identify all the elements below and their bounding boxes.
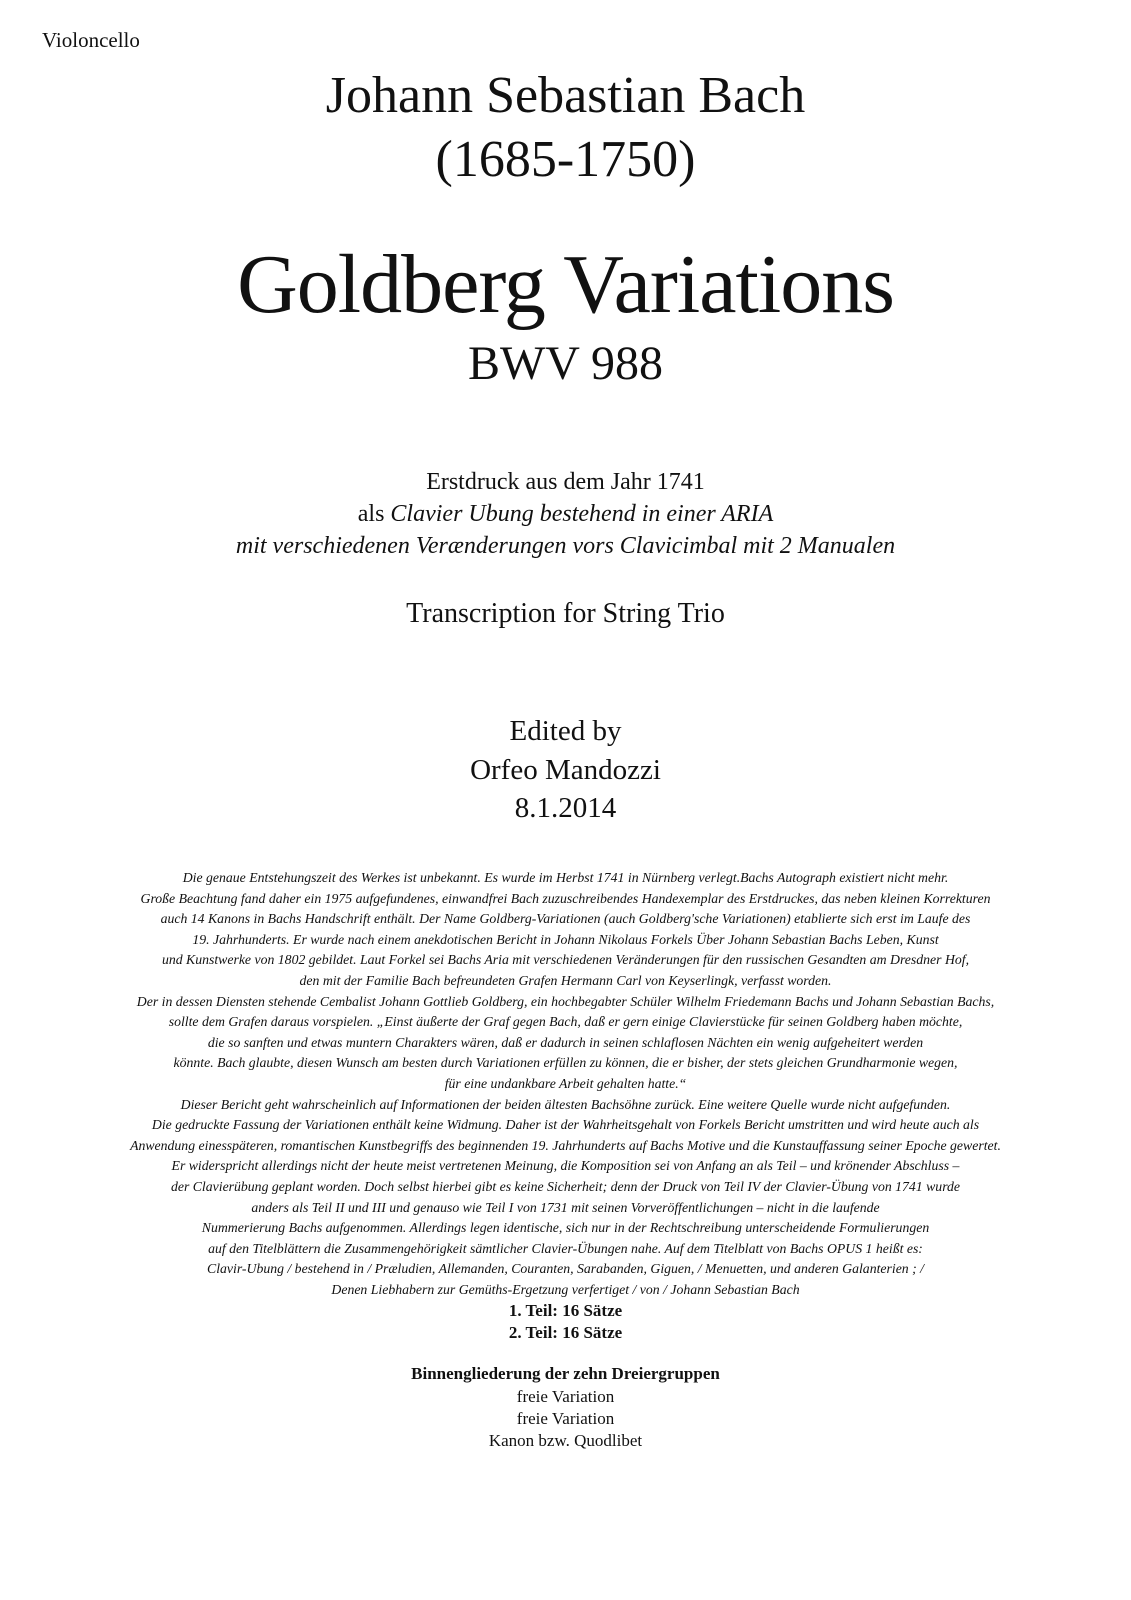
history-line: auf den Titelblättern die Zusammengehörigkeit sämtlicher Clavier-Übungen nahe. Auf dem Titelblatt von Bachs OPUS 1 heißt es: <box>208 1240 923 1256</box>
catalog-number: BWV 988 <box>467 337 664 390</box>
instrument-part-label: Violoncello <box>42 28 140 52</box>
group-item: freie Variation <box>516 1387 615 1406</box>
first-edition-subtitle-text: mit verschiedenen Verænderungen vors Clavicimbal mit 2 Manualen <box>235 533 896 559</box>
edit-date: 8.1.2014 <box>514 792 617 824</box>
parts-summary <box>0 1300 1131 1344</box>
first-edition-subtitle <box>0 531 1131 562</box>
history-line: auch 14 Kanons in Bachs Handschrift enthält. Der Name Goldberg-Variationen (auch Goldberg'sche Variationen) etablierte sich erst im Laufe des <box>160 911 971 927</box>
history-line: könnte. Bach glaubte, diesen Wunsch am besten durch Variationen erfüllen zu können, die er bisher, der stets gleichen Grundharmonie wegen, <box>173 1055 958 1071</box>
first-edition-prefix: als <box>357 501 391 527</box>
history-text <box>0 868 1131 1300</box>
group-item: Kanon bzw. Quodlibet <box>488 1431 643 1450</box>
composer-name: Johann Sebastian Bach <box>325 67 806 124</box>
history-line: die so sanften und etwas muntern Charakters wären, daß er dadurch in seinen schlaflosen Nächten ein wenig aufgeheitert werden <box>207 1034 924 1050</box>
history-line: Clavir-Ubung / bestehend in / Præludien, Allemanden, Couranten, Sarabanden, Giguen, / Menuetten, und anderen Galanterien ; / <box>207 1261 924 1277</box>
editor-name: Orfeo Mandozzi <box>470 754 661 786</box>
history-line: der Clavierübung geplant worden. Doch selbst hierbei gibt es keine Sicherheit; denn der Druck von Teil IV der Clavier-Übung von 1741 wurde <box>170 1178 961 1194</box>
groups-list <box>0 1386 1131 1452</box>
history-line: Die genaue Entstehungszeit des Werkes ist unbekannt. Es wurde im Herbst 1741 in Nürnberg verlegt.Bachs Autograph existiert nicht mehr. <box>182 870 949 885</box>
history-line: Die gedruckte Fassung der Variationen enthält keine Widmung. Daher ist der Wahrheitsgehalt von Forkels Bericht umstritten und wird heute auch als <box>151 1117 980 1133</box>
transcription-note: Transcription for String Trio <box>406 598 725 629</box>
history-line: Der in dessen Diensten stehende Cembalist Johann Gottlieb Goldberg, ein hochbegabter Schüler Wilhelm Friedemann Bachs und Johann Sebastian Bachs, <box>136 993 995 1009</box>
history-line: anders als Teil II und III und genauso wie Teil I von 1731 mit seinen Vorveröffentlichungen – nicht in die laufende <box>251 1199 880 1215</box>
history-line: Dieser Bericht geht wahrscheinlich auf Informationen der beiden ältesten Bachsöhne zurück. Eine weitere Quelle wurde nicht aufgefunden. <box>180 1096 951 1112</box>
history-line: sollte dem Grafen daraus vorspielen. „Einst äußerte der Graf gegen Bach, daß er gern einige Clavierstücke für seinen Goldberg haben möchte, <box>168 1014 963 1030</box>
history-line: und Kunstwerke von 1802 gebildet. Laut Forkel sei Bachs Aria mit verschiedenen Veränderungen für den russischen Gesandten am Dresdner Hof, <box>161 952 970 968</box>
group-item: freie Variation <box>516 1409 615 1428</box>
history-line: 19. Jahrhunderts. Er wurde nach einem anekdotischen Bericht in Johann Nikolaus Forkels Über Johann Sebastian Bachs Leben, Kunst <box>192 931 939 947</box>
groups-heading: Binnengliederung der zehn Dreiergruppen <box>411 1364 720 1383</box>
history-line: Denen Liebhabern zur Gemüths-Ergetzung verfertiget / von / Johann Sebastian Bach <box>331 1281 800 1297</box>
work-title: Goldberg Variations <box>237 238 894 331</box>
history-line: Anwendung einesspäteren, romantischen Kunstbegriffs des beginnenden 19. Jahrhunderts auf Bachs Motive und die Kunstauffassung seiner Epoche gewertet. <box>130 1137 1001 1153</box>
history-line: Große Beachtung fand daher ein 1975 aufgefundenes, einwandfrei Bach zuzuschreibendes Handexemplar des Erstdruckes, das neben kleinen Korrekturen <box>140 890 991 906</box>
edited-by-label: Edited by <box>509 715 622 747</box>
first-edition-line: Erstdruck aus dem Jahr 1741 <box>426 469 705 495</box>
history-line: für eine undankbare Arbeit gehalten hatte.“ <box>444 1075 687 1091</box>
part-one-count: 1. Teil: 16 Sätze <box>508 1301 623 1320</box>
first-edition-original-title: Clavier Ubung bestehend in einer ARIA <box>390 501 774 527</box>
history-line: Nummerierung Bachs aufgenommen. Allerdings legen identische, sich nur in der Rechtschreibung unterscheidende Formulierungen <box>201 1220 930 1236</box>
composer-life-dates: (1685-1750) <box>435 131 696 188</box>
first-edition-title-line <box>0 499 1131 530</box>
part-two-count: 2. Teil: 16 Sätze <box>508 1323 623 1342</box>
history-line: den mit der Familie Bach befreundeten Grafen Hermann Carl von Keyserlingk, verfasst worden. <box>299 972 832 988</box>
history-line: Er widerspricht allerdings nicht der heute meist vertretenen Meinung, die Komposition sei von Anfang an als Teil – und krönender Abschluss – <box>171 1158 960 1174</box>
